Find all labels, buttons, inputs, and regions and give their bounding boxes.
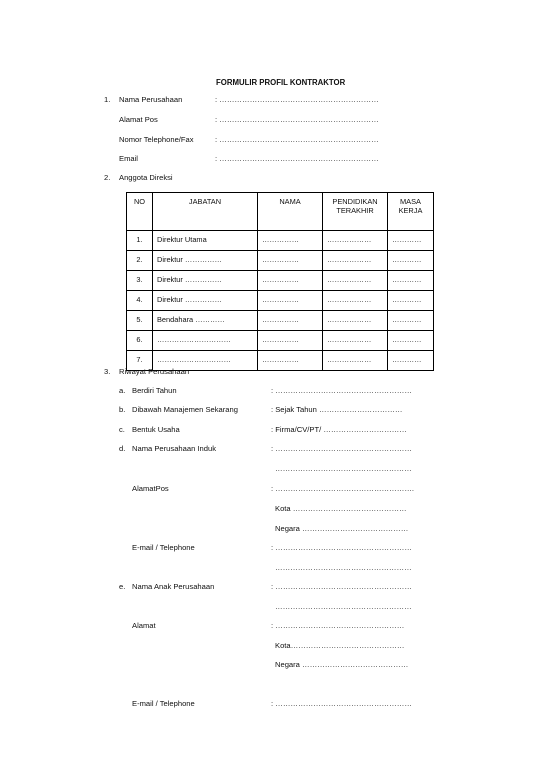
row-tenure[interactable]: ………… (388, 271, 434, 291)
row-number: 6. (127, 331, 153, 351)
field-label-established-year: Berdiri Tahun (132, 386, 177, 395)
field-value-company-name[interactable]: : ……………………………………………………… (215, 95, 379, 104)
header-position: JABATAN (153, 193, 258, 231)
field-value-parent-country[interactable]: Negara …………………………………… (275, 524, 409, 533)
field-value-parent-email-phone-line2[interactable]: ……………………………………………… (275, 563, 412, 572)
field-label-subsidiary-address: Alamat (132, 621, 156, 630)
table-row (127, 251, 434, 271)
field-label-business-form: Bentuk Usaha (132, 425, 180, 434)
row-education[interactable]: ……………… (323, 231, 388, 251)
field-value-business-form[interactable]: : Firma/CV/PT/ …………………………… (271, 425, 407, 434)
item-letter: b. (119, 405, 126, 414)
row-position[interactable]: Direktur …………… (153, 291, 258, 311)
row-education[interactable]: ……………… (323, 331, 388, 351)
row-name[interactable]: …………… (258, 291, 323, 311)
form-title: FORMULIR PROFIL KONTRAKTOR (216, 78, 346, 87)
section-title-directors: Anggota Direksi (119, 173, 173, 182)
table-row (127, 331, 434, 351)
header-no: NO (127, 193, 153, 231)
row-name[interactable]: …………… (258, 311, 323, 331)
field-value-subsidiary[interactable]: : ……………………………………………… (271, 582, 412, 591)
field-value-parent-company[interactable]: : ……………………………………………… (271, 444, 412, 453)
item-letter: d. (119, 444, 126, 453)
row-education[interactable]: ……………… (323, 251, 388, 271)
field-value-parent-address[interactable]: : ………………………………………………. (271, 484, 415, 493)
table-row (127, 271, 434, 291)
row-number: 5. (127, 311, 153, 331)
row-education[interactable]: ……………… (323, 311, 388, 331)
field-label-company-name: Nama Perusahaan (119, 95, 183, 104)
field-label-subsidiary-email-phone: E-mail / Telephone (132, 699, 195, 708)
row-number: 4. (127, 291, 153, 311)
field-label-postal-address: Alamat Pos (119, 115, 158, 124)
row-tenure[interactable]: ………… (388, 251, 434, 271)
row-tenure[interactable]: ………… (388, 331, 434, 351)
section-number: 3. (104, 367, 111, 376)
field-value-current-management[interactable]: : Sejak Tahun …………………………… (271, 405, 403, 414)
field-value-email[interactable]: : ……………………………………………………… (215, 154, 379, 163)
field-value-established-year[interactable]: : ……………………………………………… (271, 386, 412, 395)
directors-table (126, 192, 434, 371)
row-tenure[interactable]: ………… (388, 291, 434, 311)
row-tenure[interactable]: ………… (388, 231, 434, 251)
field-value-phone-fax[interactable]: : ……………………………………………………… (215, 135, 379, 144)
table-row (127, 231, 434, 251)
field-label-email: Email (119, 154, 138, 163)
item-letter: c. (119, 425, 125, 434)
item-letter: a. (119, 386, 126, 395)
field-label-phone-fax: Nomor Telephone/Fax (119, 135, 194, 144)
table-row (127, 291, 434, 311)
field-label-current-management: Dibawah Manajemen Sekarang (132, 405, 238, 414)
field-label-subsidiary: Nama Anak Perusahaan (132, 582, 215, 591)
field-label-parent-email-phone: E-mail / Telephone (132, 543, 195, 552)
item-letter: e. (119, 582, 126, 591)
section-number: 1. (104, 95, 111, 104)
row-education[interactable]: ……………… (323, 271, 388, 291)
field-value-postal-address[interactable]: : ……………………………………………………… (215, 115, 379, 124)
field-value-subsidiary-line2[interactable]: ……………………………………………… (275, 602, 412, 611)
field-value-subsidiary-address[interactable]: : …………………………………………… (271, 621, 405, 630)
row-name[interactable]: …………… (258, 271, 323, 291)
row-name[interactable]: …………… (258, 331, 323, 351)
table-row (127, 311, 434, 331)
field-value-parent-email-phone[interactable]: : ……………………………………………… (271, 543, 412, 552)
header-name: NAMA (258, 193, 323, 231)
header-tenure: MASA KERJA (388, 193, 434, 231)
row-education[interactable]: ……………… (323, 351, 388, 371)
field-label-parent-address: AlamatPos (132, 484, 169, 493)
row-tenure[interactable]: ………… (388, 311, 434, 331)
row-position[interactable]: ………………………… (153, 351, 258, 371)
table-header-row (127, 193, 434, 231)
section-number: 2. (104, 173, 111, 182)
row-tenure[interactable]: ………… (388, 351, 434, 371)
row-name[interactable]: …………… (258, 251, 323, 271)
row-position[interactable]: ………………………… (153, 331, 258, 351)
row-position[interactable]: Direktur …………… (153, 251, 258, 271)
field-value-parent-company-line2[interactable]: ……………………………………………… (275, 464, 412, 473)
field-label-parent-company: Nama Perusahaan Induk (132, 444, 217, 453)
row-number: 3. (127, 271, 153, 291)
row-position[interactable]: Direktur …………… (153, 271, 258, 291)
field-value-subsidiary-city[interactable]: Kota……………………………………… (275, 641, 405, 650)
row-name[interactable]: …………… (258, 231, 323, 251)
field-value-subsidiary-email-phone[interactable]: : ……………………………………………… (271, 699, 412, 708)
row-number: 1. (127, 231, 153, 251)
row-number: 2. (127, 251, 153, 271)
header-education: PENDIDIKAN TERAKHIR (323, 193, 388, 231)
section-title-company-history: Riwayat Perusahaan (119, 367, 190, 376)
row-number: 7. (127, 351, 153, 371)
field-value-parent-city[interactable]: Kota ……………………………………… (275, 504, 407, 513)
field-value-subsidiary-country[interactable]: Negara …………………………………… (275, 660, 409, 669)
row-position[interactable]: Direktur Utama (153, 231, 258, 251)
row-position[interactable]: Bendahara ………… (153, 311, 258, 331)
row-name[interactable]: …………… (258, 351, 323, 371)
row-education[interactable]: ……………… (323, 291, 388, 311)
